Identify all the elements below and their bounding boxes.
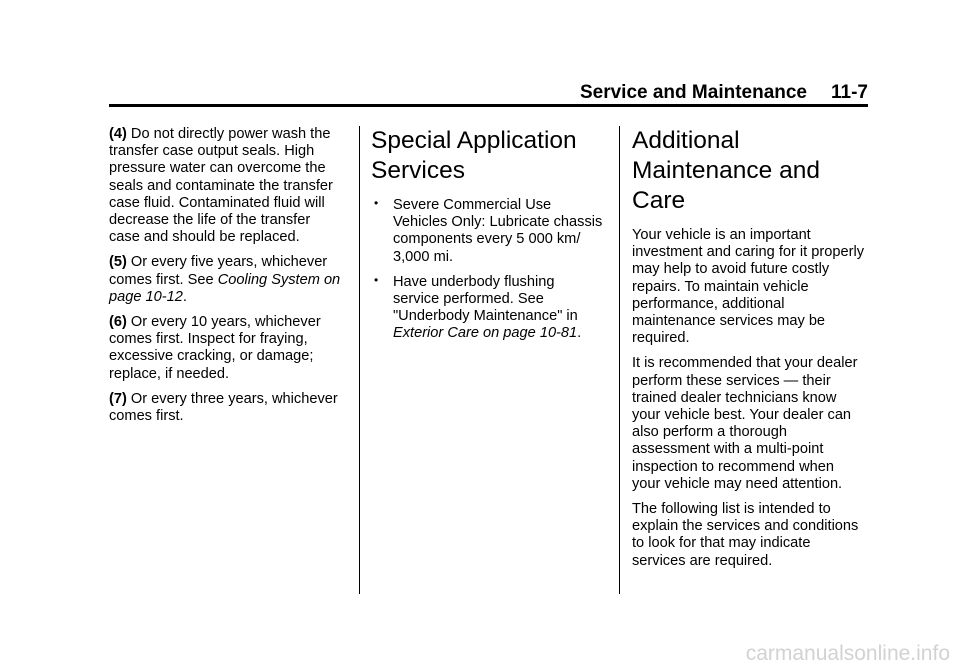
footnote-7 (109, 391, 341, 425)
column-footnotes (109, 126, 341, 433)
list-item-text-end: . (577, 325, 582, 342)
heading-line: Special Application (371, 127, 577, 154)
services-list (371, 197, 603, 343)
header-rule (109, 104, 868, 107)
column-divider-1 (359, 126, 360, 594)
footnote-number: (4) (109, 126, 127, 142)
section-heading-special-services (371, 126, 603, 186)
footnote-text-end: . (182, 288, 187, 305)
watermark-text: carmanualsonline.info (745, 642, 950, 665)
page-number: 11-7 (831, 82, 868, 103)
heading-line: Additional (632, 127, 740, 154)
body-paragraph: Your vehicle is an important investment and caring for it properly may help to avoid future costly repairs. To maintain vehicle performance, additional maintenance services may be required. (632, 227, 864, 347)
section-heading-additional-maintenance (632, 126, 864, 216)
footnote-text: Or every 10 years, whichever comes first. Inspect for fraying, excessive cracking, or damage; replace, if needed. (109, 314, 321, 382)
cross-reference-link[interactable]: Cooling System on page 10-12 (109, 271, 341, 305)
bullet-icon: • (374, 272, 379, 287)
heading-line: Maintenance and Care (632, 157, 820, 214)
list-item (371, 197, 603, 266)
cross-reference-link[interactable]: Exterior Care on page 10-81 (393, 325, 578, 342)
footnote-number: (7) (109, 390, 127, 407)
column-divider-2 (619, 126, 620, 594)
column-special-services (371, 126, 603, 351)
section-title: Service and Maintenance (579, 82, 808, 103)
footnote-number: (5) (109, 254, 127, 271)
list-item (371, 274, 603, 343)
footnote-text: Or every five years, whichever comes first. See (109, 254, 328, 288)
footnote-number: (6) (109, 314, 127, 331)
list-item-text: Have underbody flushing service performed. See "Underbody Maintenance" in (393, 273, 578, 325)
footnote-text: Or every three years, whichever comes first. (109, 390, 338, 425)
footnote-text: Do not directly power wash the transfer case output seals. High pressure water can overcome the seals and contaminate the transfer case fluid. Contaminated fluid will decrease the life of the transfer case and should be replaced. (109, 126, 333, 246)
body-paragraph: The following list is intended to explain the services and conditions to look for that may indicate services are required. (632, 501, 859, 569)
footnote-5 (109, 254, 341, 306)
column-additional-maintenance (632, 126, 864, 578)
bullet-icon: • (374, 196, 379, 210)
heading-line: Services (371, 157, 465, 184)
list-item-text: Severe Commercial Use Vehicles Only: Lubricate chassis components every 5 000 km/ 3,000 mi. (393, 197, 603, 265)
footnote-6 (109, 314, 341, 383)
body-paragraph: It is recommended that your dealer perform these services — their trained dealer technicians know your vehicle best. Your dealer can also perform a thorough assessment with a multi-point inspection to recommend when your vehicle may need attention. (632, 355, 858, 492)
footnote-4 (109, 126, 341, 246)
running-header (580, 82, 868, 104)
